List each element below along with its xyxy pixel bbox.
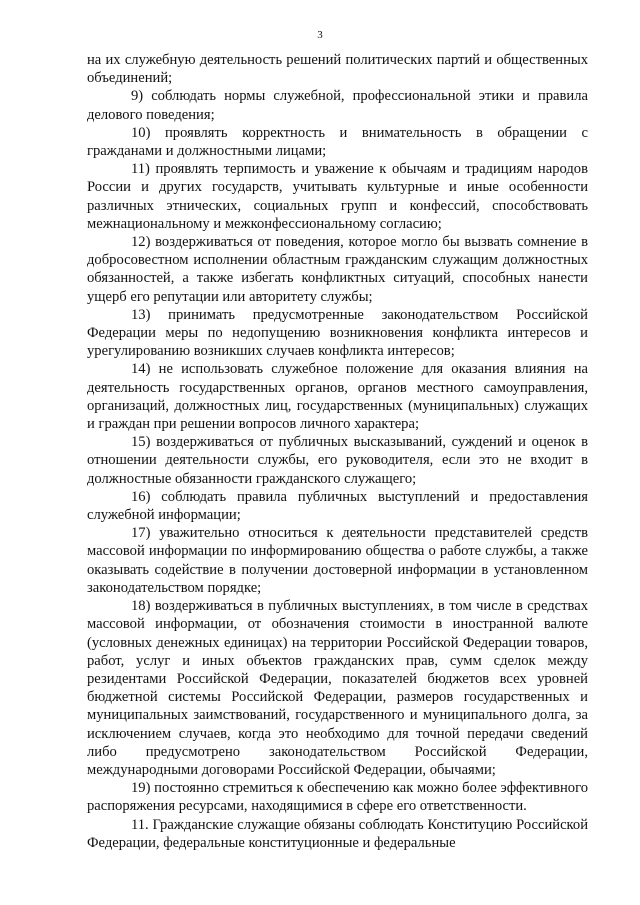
page-number: 3 xyxy=(317,29,323,41)
paragraph-section-11: 11. Гражданские служащие обязаны соблюдать Конституцию Российской Федерации, федеральные конституционные и федеральные xyxy=(87,816,588,851)
paragraph-item-11: 11) проявлять терпимость и уважение к обычаям и традициям народов России и других государств, учитывать культурные и иные особенности различных этнических, социальных групп и конфессий, способствовать межнациональному и межконфессиональному согласию; xyxy=(87,161,588,232)
paragraph-item-17: 17) уважительно относиться к деятельности представителей средств массовой информации по информированию общества о работе службы, а также оказывать содействие в получении достоверной информации в установленном законодательством порядке; xyxy=(87,525,588,596)
paragraph-item-16: 16) соблюдать правила публичных выступлений и предоставления служебной информации; xyxy=(87,488,588,524)
paragraph-continuation: на их служебную деятельность решений политических партий и общественных объединений; xyxy=(87,52,588,87)
document-body xyxy=(87,51,588,852)
paragraph-item-12: 12) воздерживаться от поведения, которое могло бы вызвать сомнение в добросовестном исполнении областным гражданским служащим должностных обязанностей, а также избегать конфликтных ситуаций, способных нанести ущерб его репутации или авторитету службы; xyxy=(87,234,588,305)
paragraph-item-18: 18) воздерживаться в публичных выступлениях, в том числе в средствах массовой информации, от обозначения стоимости в иностранной валюте (условных денежных единицах) на территории Российской Федерации товаров, работ, услуг и иных объектов гражданских прав, сумм сделок между резидентами Российской Федерации, показателей бюджетов всех уровней бюджетной системы Российской Федерации, размеров государственных и муниципальных заимствований, государственного и муниципального долга, за исключением случаев, когда это необходимо для точной передачи сведений либо предусмотрено законодательством Российской Федерации, международными договорами Российской Федерации, обычаями; xyxy=(87,598,588,778)
paragraph-item-13: 13) принимать предусмотренные законодательством Российской Федерации меры по недопущению возникновения конфликта интересов и урегулированию возникших случаев конфликта интересов; xyxy=(87,306,588,360)
paragraph-item-10: 10) проявлять корректность и внимательность в обращении с гражданами и должностными лицами; xyxy=(87,124,588,160)
paragraph-item-9: 9) соблюдать нормы служебной, профессиональной этики и правила делового поведения; xyxy=(87,88,588,123)
paragraph-item-19: 19) постоянно стремиться к обеспечению как можно более эффективного распоряжения ресурсами, находящимися в сфере его ответственности. xyxy=(87,780,588,815)
paragraph-item-14: 14) не использовать служебное положение для оказания влияния на деятельность государственных органов, органов местного самоуправления, организаций, должностных лиц, государственных (муниципальных) служащих и граждан при решении вопросов личного характера; xyxy=(87,361,588,433)
paragraph-item-15: 15) воздерживаться от публичных высказываний, суждений и оценок в отношении деятельности службы, его руководителя, если это не входит в должностные обязанности гражданского служащего; xyxy=(87,434,588,487)
